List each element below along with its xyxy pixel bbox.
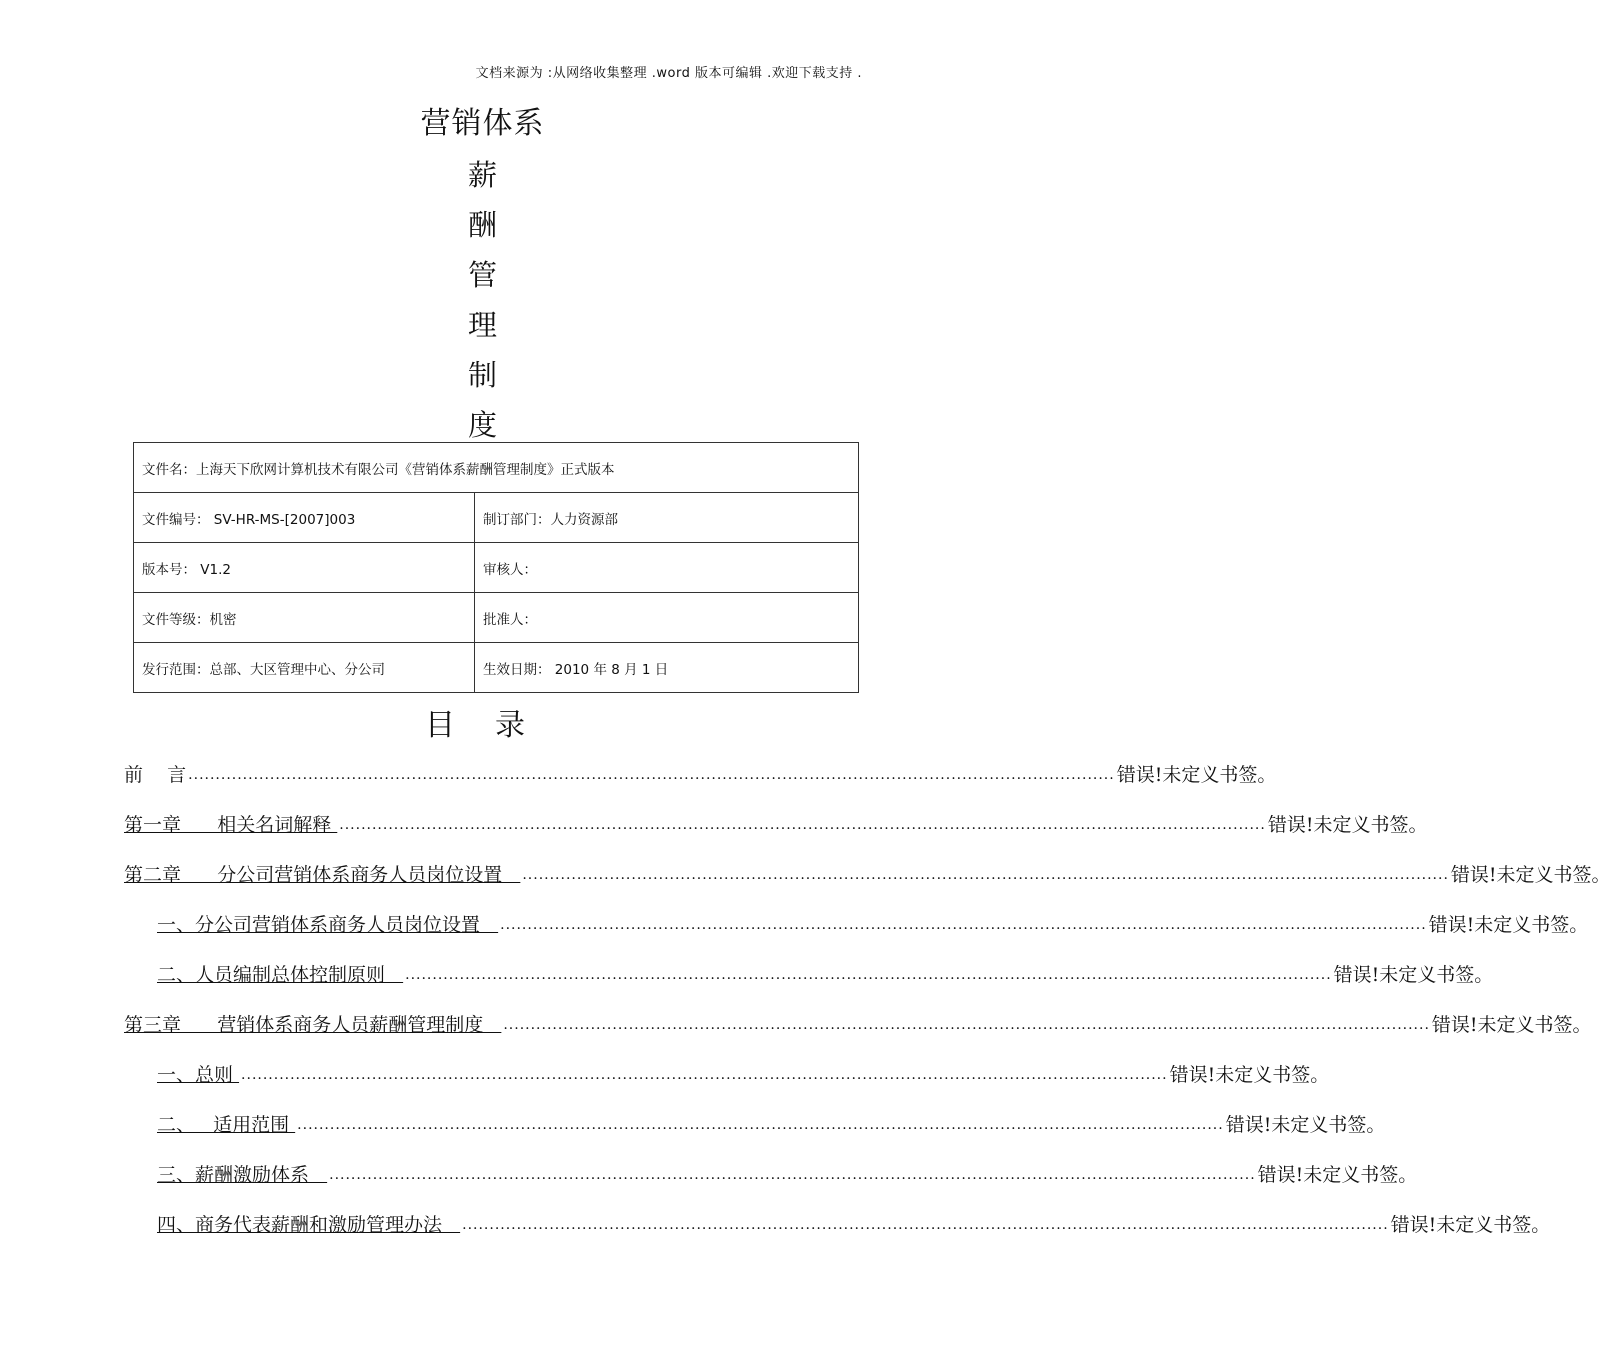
subtitle-char: 薪 <box>467 158 497 192</box>
toc-entry-label: 第三章 营销体系商务人员薪酬管理制度 <box>124 1014 502 1036</box>
toc-entry-2-1[interactable] <box>157 905 1589 937</box>
toc-leader-dots: .......................................................................................................................................................................... <box>405 967 1332 983</box>
toc-entry-3-2[interactable] <box>157 1105 1386 1137</box>
subtitle-char: 管 <box>467 258 497 292</box>
toc-entry-label: 四、商务代表薪酬和激励管理办法 <box>157 1214 461 1236</box>
subtitle-char: 制 <box>467 358 497 392</box>
toc-entry-label: 二、 适用范围 <box>157 1114 296 1136</box>
effective-date-cell: 生效日期： 2010 年 8 月 1 日 <box>475 643 859 693</box>
document-info-table <box>133 442 859 693</box>
file-no-cell: 文件编号： SV-HR-MS-[2007]003 <box>134 493 475 543</box>
toc-title: 目录 <box>425 708 565 743</box>
reviewer-cell: 审核人： <box>475 543 859 593</box>
toc-entry-label: 一、分公司营销体系商务人员岗位设置 <box>157 914 499 936</box>
toc-entry-page: 错误!未定义书签。 <box>1267 814 1428 836</box>
security-level-cell: 文件等级：机密 <box>134 593 475 643</box>
toc-entry-page: 错误!未定义书签。 <box>1431 1014 1592 1036</box>
toc-leader-dots: .......................................................................................................................................................................... <box>500 917 1427 933</box>
table-row <box>134 493 859 543</box>
table-row <box>134 543 859 593</box>
toc-entry-label: 二、人员编制总体控制原则 <box>157 964 404 986</box>
version-cell: 版本号： V1.2 <box>134 543 475 593</box>
subtitle-char: 酬 <box>467 208 497 242</box>
toc-entry-chapter-2[interactable] <box>124 855 1611 887</box>
toc-entry-page: 错误!未定义书签。 <box>1225 1114 1386 1136</box>
toc-entry-page: 错误!未定义书签。 <box>1333 964 1494 986</box>
table-row <box>134 443 859 493</box>
header-note: 文档来源为 :从网络收集整理 .word 版本可编辑 .欢迎下载支持 . <box>475 66 862 81</box>
table-row <box>134 593 859 643</box>
toc-entry-page: 错误!未定义书签。 <box>1450 864 1611 886</box>
file-name-cell: 文件名：上海天下欣网计算机技术有限公司《营销体系薪酬管理制度》正式版本 <box>134 443 859 493</box>
toc-entry-label: 第一章 相关名词解释 <box>124 814 338 836</box>
subtitle-char: 度 <box>467 408 497 442</box>
toc-entry-label: 一、总则 <box>157 1064 240 1086</box>
toc-leader-dots: .......................................................................................................................................................................... <box>522 867 1449 883</box>
toc-leader-dots: .......................................................................................................................................................................... <box>297 1117 1224 1133</box>
toc-entry-page: 错误!未定义书签。 <box>1116 764 1277 786</box>
toc-entry-3-1[interactable] <box>157 1055 1330 1087</box>
document-subtitle-vertical <box>0 150 965 450</box>
toc-leader-dots: .......................................................................................................................................................................... <box>329 1167 1256 1183</box>
subtitle-char: 理 <box>467 308 497 342</box>
toc-entry-3-4[interactable] <box>157 1205 1551 1237</box>
toc-entry-chapter-1[interactable] <box>124 805 1428 837</box>
toc-entry-preface[interactable] <box>124 755 1277 787</box>
toc-entry-page: 错误!未定义书签。 <box>1257 1164 1418 1186</box>
scope-cell: 发行范围：总部、大区管理中心、分公司 <box>134 643 475 693</box>
toc-entry-label: 第二章 分公司营销体系商务人员岗位设置 <box>124 864 521 886</box>
document-title: 营销体系 <box>420 106 545 141</box>
toc-leader-dots: .......................................................................................................................................................................... <box>339 817 1266 833</box>
toc-entry-3-3[interactable] <box>157 1155 1418 1187</box>
department-cell: 制订部门：人力资源部 <box>475 493 859 543</box>
toc-leader-dots: .......................................................................................................................................................................... <box>462 1217 1389 1233</box>
toc-entry-page: 错误!未定义书签。 <box>1428 914 1589 936</box>
toc-entry-label: 三、薪酬激励体系 <box>157 1164 328 1186</box>
toc-entry-label: 前 言 <box>124 764 187 786</box>
approver-cell: 批准人： <box>475 593 859 643</box>
toc-entry-chapter-3[interactable] <box>124 1005 1592 1037</box>
toc-entry-page: 错误!未定义书签。 <box>1390 1214 1551 1236</box>
table-row <box>134 643 859 693</box>
toc-entry-2-2[interactable] <box>157 955 1494 987</box>
toc-leader-dots: .......................................................................................................................................................................... <box>241 1067 1168 1083</box>
toc-leader-dots: .......................................................................................................................................................................... <box>503 1017 1430 1033</box>
toc-entry-page: 错误!未定义书签。 <box>1169 1064 1330 1086</box>
toc-leader-dots: .......................................................................................................................................................................... <box>188 767 1115 783</box>
